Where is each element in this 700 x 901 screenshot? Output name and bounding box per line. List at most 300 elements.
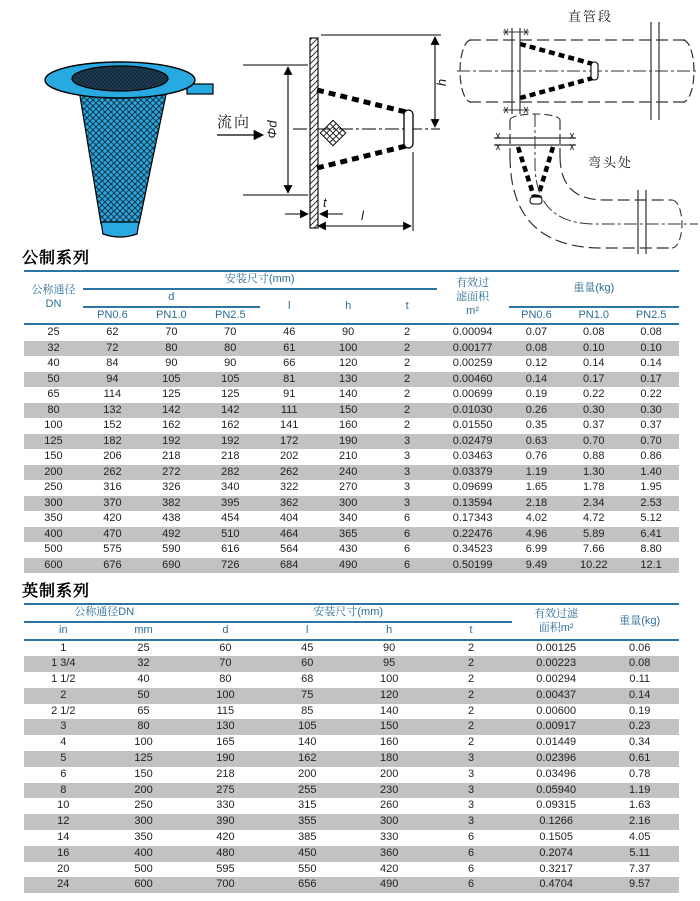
table-cell: 0.08 (628, 657, 651, 670)
col-w-pn10: PN1.0 (578, 308, 610, 321)
table-cell: 130 (216, 720, 235, 733)
metric-series-title: 公制系列 (22, 250, 91, 267)
table-cell: 125 (44, 434, 63, 447)
table-cell: 1.95 (640, 481, 662, 494)
table-cell: 2 (404, 326, 411, 339)
table-cell: 3 (60, 720, 67, 733)
table-cell: 2 (404, 341, 411, 354)
table-cell: 40 (47, 357, 60, 370)
table-cell: 590 (162, 543, 181, 556)
table-cell: 200 (44, 465, 63, 478)
table-cell: 60 (219, 641, 232, 654)
table-cell: 200 (379, 767, 399, 780)
table-cell: 1.30 (583, 465, 605, 478)
section-view-figure (195, 5, 460, 245)
table-cell: 326 (162, 481, 181, 494)
table-cell: 61 (283, 341, 296, 354)
table-cell: 218 (162, 450, 181, 463)
table-cell: 6 (404, 558, 411, 571)
elbow-drawing (450, 112, 700, 255)
table-cell: 0.00125 (536, 641, 577, 654)
table-cell: 420 (103, 512, 122, 525)
table-row (24, 418, 679, 434)
table-cell: 5.11 (629, 846, 650, 859)
table-cell: 250 (44, 481, 63, 494)
col-d: d (222, 623, 229, 636)
metric-table-body (24, 324, 679, 573)
table-cell: 0.01449 (536, 736, 577, 749)
col-effective-area: 有效过滤 面积m² (534, 608, 579, 634)
table-cell: 200 (134, 783, 153, 796)
table-cell: 355 (298, 815, 317, 828)
table-cell: 0.2074 (539, 846, 573, 859)
table-cell: 81 (283, 372, 296, 385)
table-cell: 114 (103, 388, 122, 401)
table-cell: 0.17 (583, 372, 605, 385)
table-cell: 480 (216, 846, 235, 859)
table-cell: 275 (216, 783, 235, 796)
table-cell: 0.00294 (536, 673, 577, 686)
table-cell: 12.1 (640, 558, 662, 571)
table-cell: 80 (224, 341, 237, 354)
table-cell: 0.08 (525, 341, 548, 354)
table-cell: 105 (162, 372, 181, 385)
table-cell: 85 (301, 704, 314, 717)
table-cell: 362 (280, 496, 299, 509)
table-cell: 111 (280, 403, 298, 416)
col-w-pn06: PN0.6 (521, 308, 552, 321)
table-cell: 365 (338, 527, 358, 540)
table-cell: 676 (103, 558, 122, 571)
table-cell: 192 (162, 434, 181, 447)
elbow-label: 弯头处 (588, 155, 634, 170)
table-cell: 180 (379, 752, 399, 765)
table-cell: 172 (280, 434, 299, 447)
table-cell: 0.1505 (539, 831, 573, 844)
table-cell: 65 (137, 704, 150, 717)
table-cell: 315 (298, 799, 317, 812)
table-cell: 270 (338, 481, 358, 494)
table-cell: 3 (404, 434, 411, 447)
table-cell: 72 (106, 341, 119, 354)
table-row (24, 672, 679, 688)
table-cell: 115 (216, 704, 235, 717)
table-cell: 150 (338, 403, 358, 416)
table-cell: 16 (57, 846, 70, 859)
table-cell: 60 (301, 657, 314, 670)
table-cell: 10.22 (579, 558, 608, 571)
table-cell: 32 (47, 341, 60, 354)
table-cell: 0.22 (640, 388, 662, 401)
table-cell: 182 (103, 434, 122, 447)
table-cell: 4 (60, 736, 67, 749)
table-row (24, 527, 679, 543)
table-cell: 0.10 (640, 341, 662, 354)
col-l: l (306, 623, 309, 636)
table-cell: 0.14 (583, 357, 605, 370)
table-cell: 140 (298, 736, 317, 749)
table-row (24, 735, 679, 751)
table-cell: 340 (338, 512, 358, 525)
table-cell: 160 (379, 736, 399, 749)
table-cell: 600 (134, 878, 153, 891)
table-cell: 0.09699 (452, 481, 493, 494)
table-row (24, 372, 679, 388)
table-cell: 80 (165, 341, 178, 354)
table-cell: 262 (103, 465, 122, 478)
table-cell: 690 (162, 558, 181, 571)
table-cell: 500 (134, 862, 153, 875)
table-cell: 0.4704 (539, 878, 573, 891)
table-cell: 0.03496 (536, 767, 577, 780)
table-cell: 75 (301, 688, 314, 701)
table-cell: 162 (221, 419, 240, 432)
table-cell: 0.63 (525, 434, 548, 447)
table-row (24, 511, 679, 527)
table-row (24, 783, 679, 799)
table-cell: 4.96 (525, 527, 548, 540)
table-cell: 1.63 (628, 799, 651, 812)
table-cell: 3 (467, 767, 475, 780)
table-cell: 0.34 (628, 736, 651, 749)
table-cell: 70 (165, 326, 178, 339)
table-cell: 210 (338, 450, 358, 463)
table-cell: 165 (216, 736, 235, 749)
table-cell: 5.89 (583, 527, 605, 540)
table-cell: 500 (44, 543, 63, 556)
table-cell: 300 (134, 815, 153, 828)
table-cell: 0.01550 (452, 419, 493, 432)
table-cell: 140 (338, 388, 358, 401)
col-effective-area: 有效过 滤面积 m² (456, 277, 490, 317)
table-cell: 3 (404, 496, 411, 509)
table-cell: 430 (338, 543, 358, 556)
table-cell: 0.14 (640, 357, 662, 370)
col-mm: mm (134, 623, 153, 636)
table-cell: 395 (221, 496, 240, 509)
table-cell: 25 (47, 326, 60, 339)
table-cell: 100 (134, 736, 153, 749)
dim-h-label: h (434, 78, 450, 87)
table-cell: 6 (404, 543, 411, 556)
table-cell: 0.17343 (452, 512, 493, 525)
table-cell: 1 1/2 (51, 673, 76, 686)
table-cell: 464 (280, 527, 299, 540)
table-cell: 1.19 (628, 783, 651, 796)
table-cell: 385 (298, 831, 317, 844)
table-cell: 300 (379, 815, 399, 828)
table-cell: 2 (467, 673, 475, 686)
table-cell: 9.57 (628, 878, 651, 891)
table-cell: 125 (221, 388, 240, 401)
table-cell: 94 (106, 372, 119, 385)
table-row (24, 688, 679, 704)
table-cell: 206 (103, 450, 122, 463)
table-cell: 316 (103, 481, 122, 494)
table-cell: 564 (280, 543, 299, 556)
table-cell: 700 (216, 878, 235, 891)
table-cell: 100 (338, 341, 358, 354)
table-cell: 0.30 (583, 403, 605, 416)
table-cell: 262 (280, 465, 299, 478)
table-cell: 0.00259 (452, 357, 493, 370)
table-cell: 510 (221, 527, 240, 540)
col-in: in (59, 623, 68, 636)
imperial-table-header (24, 604, 679, 640)
table-cell: 404 (280, 512, 299, 525)
table-cell: 0.10 (583, 341, 605, 354)
table-cell: 0.00094 (452, 326, 493, 339)
metric-table-header (24, 271, 679, 324)
table-cell: 490 (338, 558, 358, 571)
table-cell: 3 (404, 481, 411, 494)
table-cell: 46 (283, 326, 296, 339)
table-cell: 162 (298, 752, 317, 765)
table-cell: 0.00460 (452, 372, 493, 385)
imperial-table-body (24, 640, 679, 894)
table-cell: 322 (280, 481, 299, 494)
table-cell: 490 (379, 878, 399, 891)
table-cell: 4.02 (525, 512, 548, 525)
table-cell: 282 (221, 465, 240, 478)
table-cell: 90 (224, 357, 237, 370)
table-cell: 0.34523 (452, 543, 493, 556)
dim-t-label: t (323, 195, 327, 210)
table-cell: 438 (162, 512, 181, 525)
table-cell: 84 (106, 357, 119, 370)
table-cell: 400 (134, 846, 153, 859)
table-cell: 0.22 (583, 388, 605, 401)
table-cell: 0.76 (525, 450, 548, 463)
table-cell: 150 (134, 767, 153, 780)
table-row (24, 341, 679, 357)
table-cell: 218 (221, 450, 240, 463)
table-cell: 0.86 (640, 450, 662, 463)
table-cell: 2 (467, 688, 475, 701)
table-cell: 95 (383, 657, 396, 670)
table-row (24, 798, 679, 814)
table-cell: 100 (44, 419, 63, 432)
table-row (24, 449, 679, 465)
table-cell: 105 (298, 720, 317, 733)
table-row (24, 434, 679, 450)
table-row (24, 356, 679, 372)
table-row (24, 814, 679, 830)
col-h: h (345, 299, 352, 312)
table-cell: 50 (47, 372, 60, 385)
col-h: h (386, 623, 393, 636)
imperial-series-title: 英制系列 (22, 583, 91, 600)
table-cell: 0.00223 (536, 657, 577, 670)
table-cell: 5.12 (640, 512, 662, 525)
table-cell: 132 (103, 403, 122, 416)
table-cell: 0.61 (628, 752, 651, 765)
table-cell: 142 (221, 403, 240, 416)
table-cell: 330 (216, 799, 235, 812)
table-cell: 0.02479 (452, 434, 493, 447)
table-cell: 6.41 (640, 527, 662, 540)
table-cell: 100 (216, 688, 235, 701)
table-cell: 80 (137, 720, 150, 733)
table-cell: 5 (60, 752, 67, 765)
table-cell: 454 (221, 512, 240, 525)
table-cell: 0.08 (583, 326, 605, 339)
table-cell: 360 (379, 846, 399, 859)
table-row (24, 403, 679, 419)
table-cell: 150 (44, 450, 63, 463)
table-cell: 3 (404, 465, 411, 478)
col-d: d (83, 289, 260, 307)
table-cell: 9.49 (525, 558, 548, 571)
table-cell: 0.02396 (536, 752, 577, 765)
table-cell: 24 (57, 878, 70, 891)
table-cell: 20 (57, 862, 70, 875)
table-cell: 150 (379, 720, 399, 733)
table-cell: 202 (280, 450, 299, 463)
table-cell: 600 (44, 558, 63, 571)
table-cell: 80 (47, 403, 60, 416)
col-l: l (287, 299, 291, 312)
table-cell: 190 (216, 752, 235, 765)
table-row (24, 767, 679, 783)
table-cell: 0.08 (640, 326, 662, 339)
col-d-pn25: PN2.5 (214, 308, 246, 321)
table-row (24, 640, 679, 657)
table-cell: 300 (338, 496, 358, 509)
table-cell: 1.40 (640, 465, 662, 478)
col-install-dims: 安装尺寸(mm) (184, 604, 512, 622)
elbow-figure (450, 112, 700, 255)
table-cell: 0.70 (640, 434, 662, 447)
table-cell: 420 (379, 862, 399, 875)
table-cell: 125 (134, 752, 153, 765)
table-row (24, 465, 679, 481)
table-cell: 70 (219, 657, 232, 670)
straight-pipe-label: 直管段 (568, 9, 614, 24)
table-cell: 3 (467, 815, 475, 828)
table-cell: 105 (221, 372, 240, 385)
table-cell: 0.13594 (452, 496, 493, 509)
table-cell: 255 (298, 783, 317, 796)
table-cell: 14 (57, 831, 70, 844)
table-cell: 4.72 (583, 512, 605, 525)
col-t: t (405, 299, 409, 312)
dim-l-label: l (361, 208, 364, 223)
table-cell: 0.22476 (452, 527, 493, 540)
table-cell: 25 (137, 641, 150, 654)
metric-table (24, 270, 679, 573)
table-cell: 7.66 (583, 543, 605, 556)
table-cell: 390 (216, 815, 235, 828)
table-cell: 6 (467, 846, 475, 859)
col-w-pn25: PN2.5 (635, 308, 667, 321)
table-cell: 70 (224, 326, 237, 339)
table-cell: 2.34 (583, 496, 605, 509)
table-cell: 550 (298, 862, 317, 875)
table-cell: 80 (219, 673, 232, 686)
table-cell: 2 (467, 641, 475, 654)
table-cell: 6 (404, 512, 411, 525)
table-cell: 656 (298, 878, 317, 891)
table-cell: 142 (162, 403, 181, 416)
table-cell: 0.26 (525, 403, 548, 416)
table-cell: 0.03463 (452, 450, 493, 463)
table-cell: 0.50199 (452, 558, 493, 571)
table-cell: 595 (216, 862, 235, 875)
table-cell: 0.00699 (452, 388, 493, 401)
table-cell: 0.88 (583, 450, 605, 463)
table-cell: 2.53 (640, 496, 662, 509)
table-cell: 0.01030 (452, 403, 493, 416)
table-cell: 0.14 (525, 372, 548, 385)
table-cell: 160 (338, 419, 358, 432)
col-dn: 公称通径 DN (31, 283, 76, 310)
table-cell: 2 (404, 403, 411, 416)
table-cell: 3 (467, 783, 475, 796)
col-d-pn06: PN0.6 (97, 308, 128, 321)
table-cell: 382 (162, 496, 181, 509)
table-cell: 120 (338, 357, 358, 370)
table-cell: 6 (60, 767, 67, 780)
table-cell: 0.37 (583, 419, 605, 432)
table-cell: 0.00177 (452, 341, 493, 354)
col-d-pn10: PN1.0 (156, 308, 187, 321)
table-cell: 40 (137, 673, 150, 686)
table-cell: 2 1/2 (51, 704, 76, 717)
table-cell: 2 (467, 704, 475, 717)
table-cell: 141 (280, 419, 299, 432)
table-cell: 6 (467, 878, 475, 891)
table-cell: 1.78 (583, 481, 605, 494)
table-cell: 91 (283, 388, 296, 401)
table-cell: 2 (467, 736, 475, 749)
table-cell: 218 (216, 767, 235, 780)
table-cell: 350 (44, 512, 63, 525)
table-row (24, 719, 679, 735)
table-cell: 140 (379, 704, 399, 717)
table-row (24, 877, 679, 893)
table-row (24, 324, 679, 341)
table-cell: 152 (103, 419, 122, 432)
table-cell: 8 (60, 783, 67, 796)
table-cell: 6 (467, 862, 475, 875)
table-row (24, 496, 679, 512)
col-t: t (469, 623, 473, 636)
table-cell: 0.00437 (536, 688, 577, 701)
table-row (24, 558, 679, 574)
table-row (24, 862, 679, 878)
table-row (24, 830, 679, 846)
table-cell: 10 (57, 799, 70, 812)
table-cell: 1.19 (525, 465, 548, 478)
table-cell: 0.19 (525, 388, 548, 401)
table-cell: 0.03379 (452, 465, 493, 478)
table-cell: 8.80 (640, 543, 662, 556)
table-cell: 575 (103, 543, 122, 556)
table-cell: 0.70 (583, 434, 605, 447)
table-cell: 726 (221, 558, 240, 571)
table-cell: 0.35 (525, 419, 548, 432)
table-cell: 2 (467, 720, 475, 733)
col-weight: 重量(kg) (509, 271, 679, 307)
table-cell: 616 (221, 543, 240, 556)
table-cell: 0.78 (628, 767, 651, 780)
flow-direction-label: 流向 (217, 114, 252, 131)
table-cell: 230 (379, 783, 399, 796)
table-cell: 260 (379, 799, 399, 812)
table-cell: 0.23 (628, 720, 651, 733)
table-cell: 2.16 (628, 815, 651, 828)
